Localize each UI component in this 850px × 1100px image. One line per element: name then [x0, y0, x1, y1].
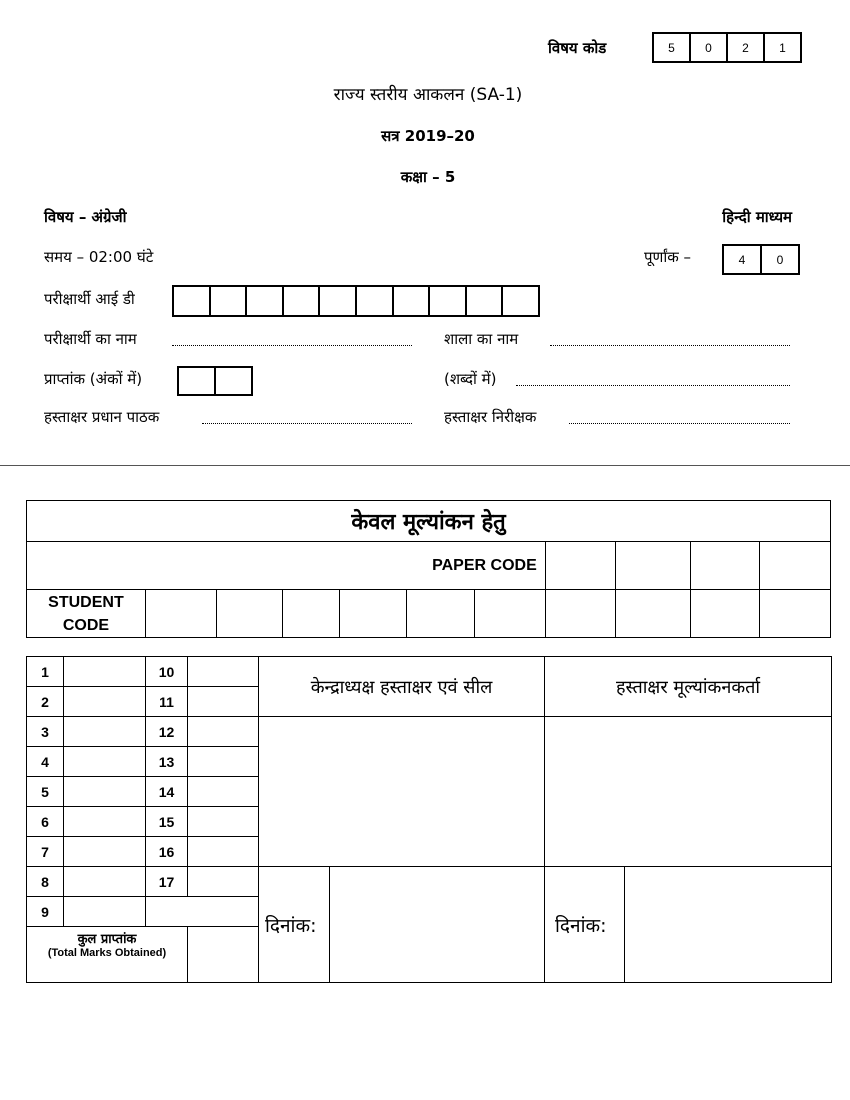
question-number: 1: [27, 657, 64, 687]
marks-cell[interactable]: [188, 717, 259, 747]
student-code-cell[interactable]: [760, 590, 831, 638]
evaluator-sign-area[interactable]: [545, 717, 832, 867]
date-label-center: दिनांक:: [259, 867, 330, 983]
date-field-evaluator[interactable]: [625, 867, 832, 983]
time-label: समय – 02:00 घंटे: [44, 248, 154, 266]
evaluation-only-title: केवल मूल्यांकन हेतु: [27, 501, 831, 542]
marks-digits-label: प्राप्तांक (अंकों में): [44, 370, 143, 388]
student-code-cell[interactable]: [691, 590, 760, 638]
question-number: 15: [146, 807, 188, 837]
marks-cell[interactable]: [188, 747, 259, 777]
paper-code-cell[interactable]: [615, 542, 691, 590]
max-marks-digit: 0: [776, 252, 784, 267]
head-teacher-sign-label: हस्ताक्षर प्रधान पाठक: [44, 408, 160, 426]
separator-line: [0, 465, 850, 466]
subject-label: विषय – अंग्रेजी: [44, 208, 127, 226]
student-code-cell[interactable]: [407, 590, 475, 638]
question-number: 5: [27, 777, 64, 807]
max-marks-box: [722, 244, 800, 275]
school-name-line[interactable]: [550, 345, 790, 346]
max-marks-label: पूर्णांक –: [644, 248, 692, 266]
assessment-title: राज्य स्तरीय आकलन (SA-1): [333, 85, 523, 105]
question-number: 16: [146, 837, 188, 867]
marks-cell[interactable]: [188, 807, 259, 837]
marks-cell[interactable]: [188, 687, 259, 717]
student-code-cell[interactable]: [474, 590, 545, 638]
marks-words-label: (शब्दों में): [444, 370, 497, 388]
center-head-sign-label: केन्द्राध्यक्ष हस्ताक्षर एवं सील: [259, 657, 545, 717]
subject-code-digit: 5: [654, 34, 691, 61]
candidate-id-cell[interactable]: [174, 287, 211, 315]
question-number: 17: [146, 867, 188, 897]
student-code-cell[interactable]: [283, 590, 340, 638]
candidate-id-cell[interactable]: [467, 287, 504, 315]
question-number: 9: [27, 897, 64, 927]
subject-code-label: विषय कोड: [548, 39, 607, 57]
question-number: 10: [146, 657, 188, 687]
candidate-id-boxes[interactable]: [172, 285, 540, 317]
marks-cell[interactable]: [64, 747, 146, 777]
question-number: 13: [146, 747, 188, 777]
marks-cell[interactable]: [64, 717, 146, 747]
question-number: 8: [27, 867, 64, 897]
marks-table: [26, 656, 832, 983]
candidate-id-cell[interactable]: [430, 287, 467, 315]
student-code-cell[interactable]: [340, 590, 407, 638]
total-marks-label: [27, 927, 188, 983]
medium-label: हिन्दी माध्यम: [722, 208, 792, 226]
candidate-id-cell[interactable]: [284, 287, 321, 315]
invigilator-sign-label: हस्ताक्षर निरीक्षक: [444, 408, 537, 426]
candidate-id-cell[interactable]: [394, 287, 431, 315]
subject-code-box: [652, 32, 802, 63]
candidate-id-cell[interactable]: [503, 287, 538, 315]
center-head-sign-area[interactable]: [259, 717, 545, 867]
marks-cell[interactable]: [188, 657, 259, 687]
question-number: 4: [27, 747, 64, 777]
paper-code-cell[interactable]: [545, 542, 615, 590]
empty-cell: [146, 897, 259, 927]
school-name-label: शाला का नाम: [444, 330, 519, 348]
question-number: 14: [146, 777, 188, 807]
marks-cell[interactable]: [64, 837, 146, 867]
date-field-center[interactable]: [330, 867, 545, 983]
marks-words-line[interactable]: [516, 385, 790, 386]
marks-cell[interactable]: [64, 867, 146, 897]
marks-cell[interactable]: [64, 687, 146, 717]
max-marks-digit: 4: [724, 246, 762, 273]
evaluator-sign-label: हस्ताक्षर मूल्यांकनकर्ता: [545, 657, 832, 717]
evaluation-only-table: [26, 500, 831, 638]
total-marks-cell[interactable]: [188, 927, 259, 983]
marks-digit-cell[interactable]: [179, 368, 216, 394]
candidate-name-label: परीक्षार्थी का नाम: [44, 330, 137, 348]
student-code-label: [27, 590, 146, 638]
question-number: 3: [27, 717, 64, 747]
head-teacher-sign-line[interactable]: [202, 423, 412, 424]
marks-cell[interactable]: [64, 657, 146, 687]
paper-code-cell[interactable]: [760, 542, 831, 590]
marks-cell[interactable]: [64, 777, 146, 807]
marks-cell[interactable]: [188, 837, 259, 867]
invigilator-sign-line[interactable]: [569, 423, 790, 424]
total-marks-label-en: (Total Marks Obtained): [47, 947, 167, 959]
candidate-id-label: परीक्षार्थी आई डी: [44, 290, 135, 308]
question-number: 7: [27, 837, 64, 867]
marks-cell[interactable]: [188, 777, 259, 807]
candidate-id-cell[interactable]: [320, 287, 357, 315]
question-number: 6: [27, 807, 64, 837]
candidate-name-line[interactable]: [172, 345, 412, 346]
marks-digit-cell[interactable]: [216, 368, 251, 394]
marks-digits-boxes[interactable]: [177, 366, 253, 396]
subject-code-digit: 2: [728, 34, 765, 61]
student-code-cell[interactable]: [145, 590, 216, 638]
student-code-cell[interactable]: [216, 590, 283, 638]
student-code-cell[interactable]: [615, 590, 691, 638]
class-label: कक्षा – 5: [400, 168, 456, 186]
marks-cell[interactable]: [188, 867, 259, 897]
paper-code-cell[interactable]: [691, 542, 760, 590]
candidate-id-cell[interactable]: [247, 287, 284, 315]
session-label: सत्र 2019–20: [381, 127, 475, 145]
question-number: 12: [146, 717, 188, 747]
date-label-evaluator: दिनांक:: [545, 867, 625, 983]
student-code-label-line2: CODE: [62, 616, 110, 634]
paper-code-label: PAPER CODE: [27, 542, 546, 590]
student-code-label-line1: STUDENT: [48, 593, 124, 611]
candidate-id-cell[interactable]: [357, 287, 394, 315]
candidate-id-cell[interactable]: [211, 287, 248, 315]
question-number: 2: [27, 687, 64, 717]
marks-cell[interactable]: [64, 897, 146, 927]
question-number: 11: [146, 687, 188, 717]
total-marks-label-hi: कुल प्राप्तांक: [77, 932, 137, 947]
subject-code-digit: 0: [691, 34, 728, 61]
subject-code-digit: 1: [779, 40, 786, 55]
marks-cell[interactable]: [64, 807, 146, 837]
student-code-cell[interactable]: [545, 590, 615, 638]
